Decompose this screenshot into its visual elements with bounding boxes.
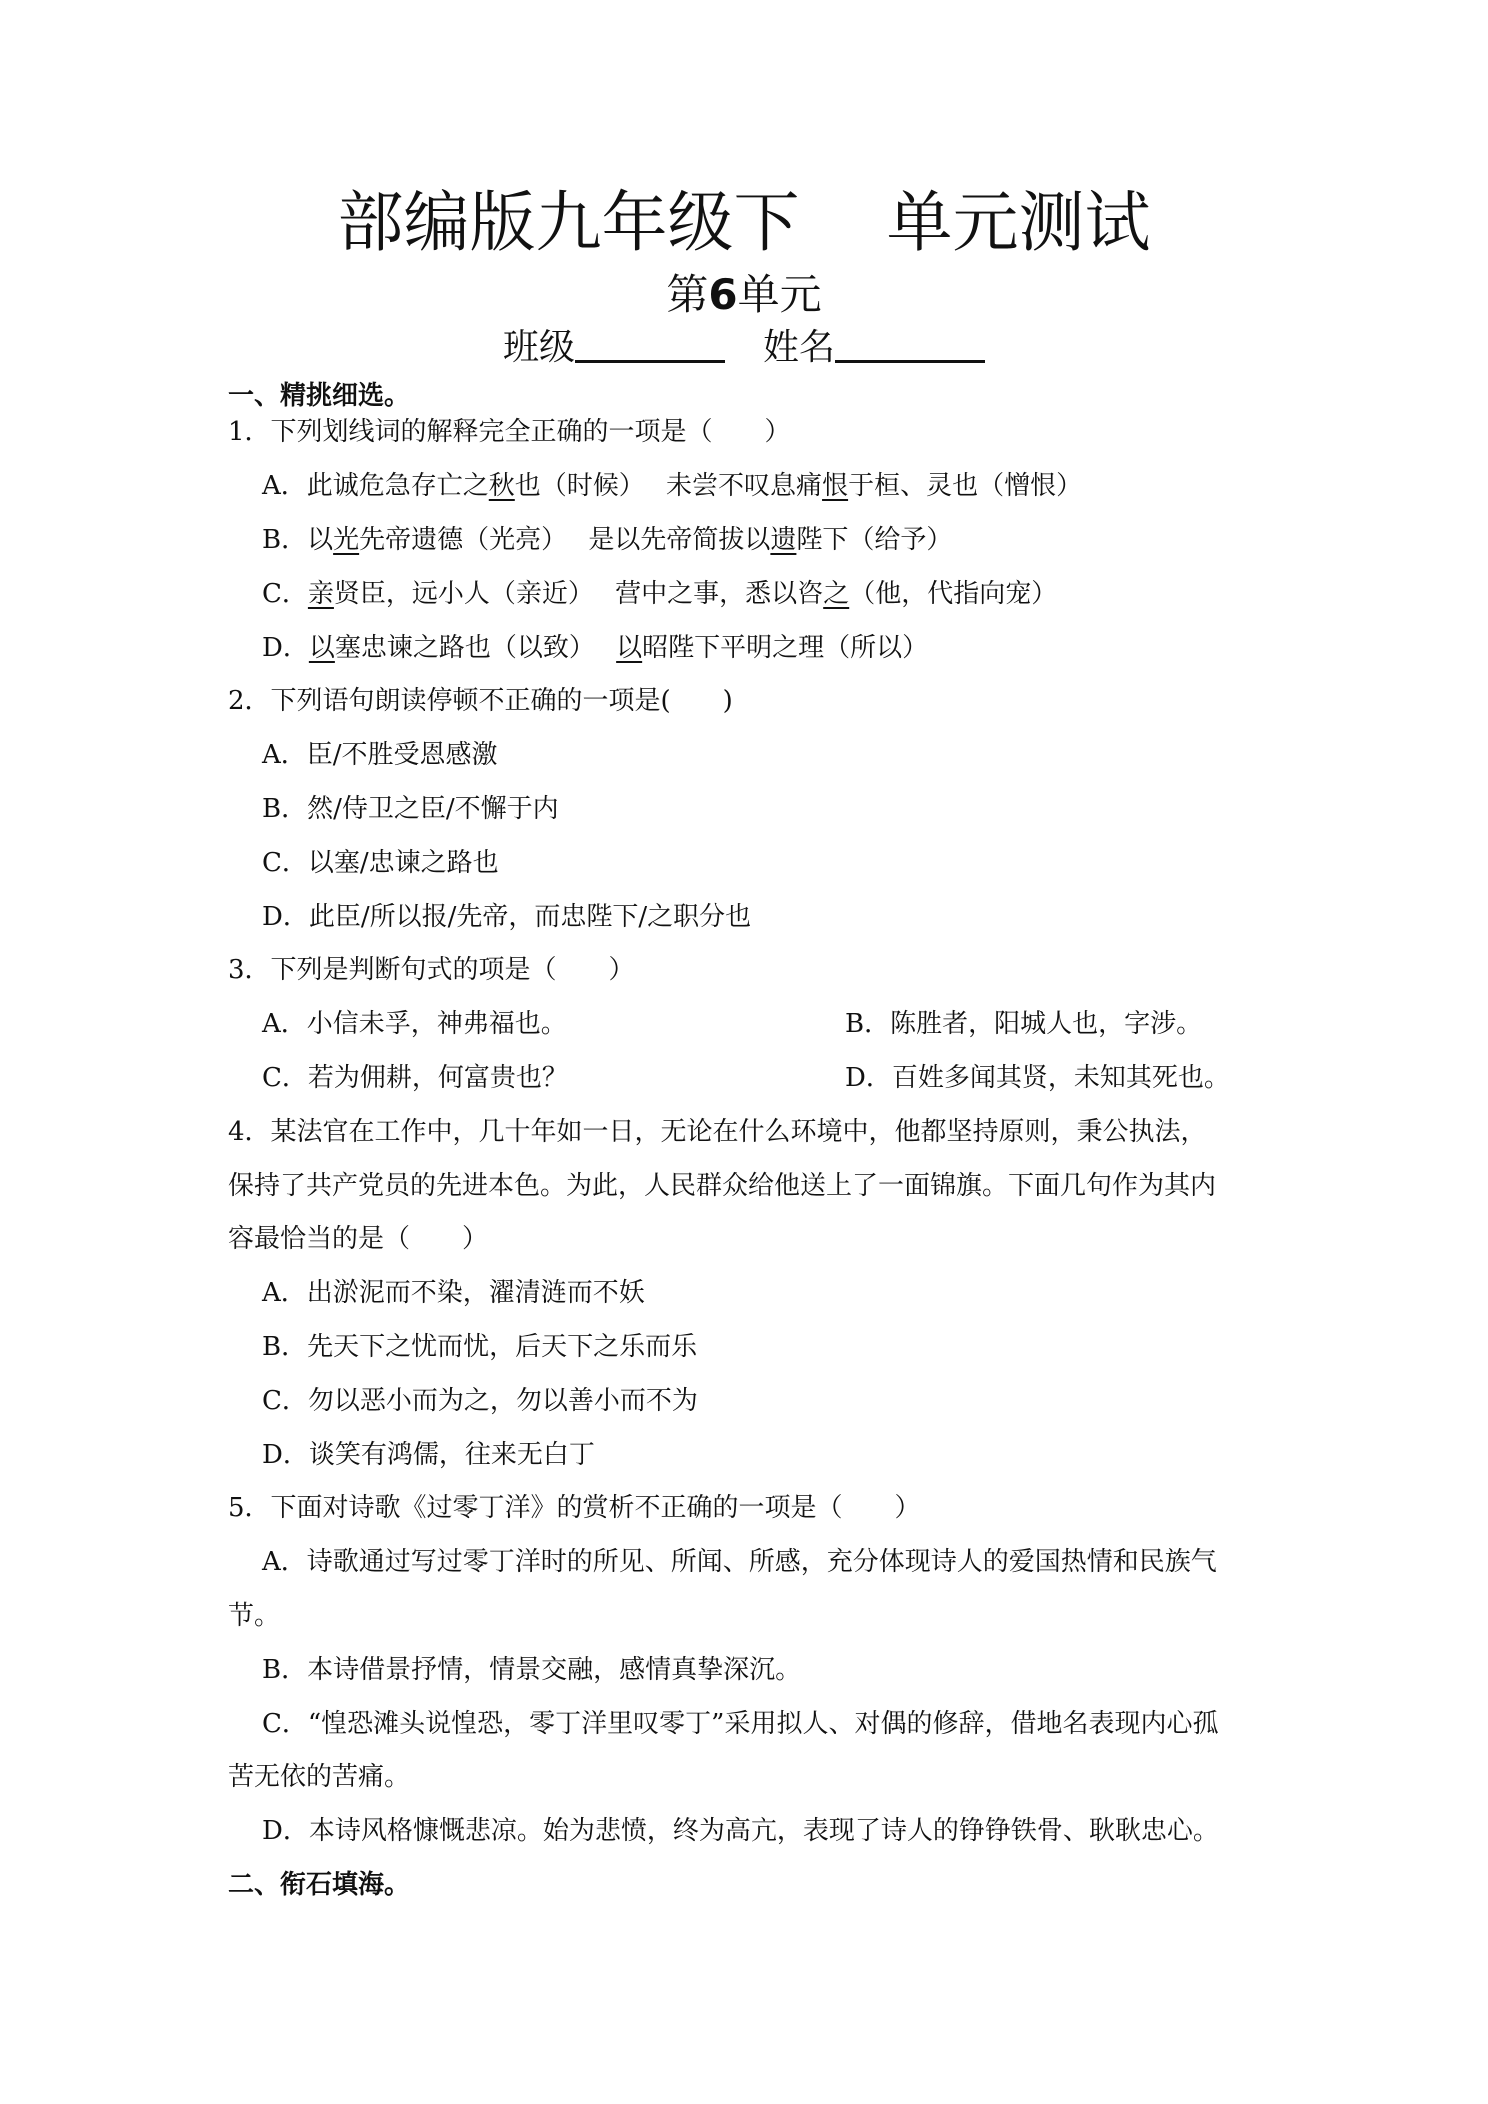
q5-option-a-line-2: 节。 (228, 1601, 281, 1631)
q3-option-b: B．陈胜者，阳城人也，字涉。 (845, 1009, 1203, 1039)
class-blank[interactable] (575, 324, 725, 363)
q4-option-a: A．出淤泥而不染，濯清涟而不妖 (262, 1278, 645, 1308)
unit-subtitle (0, 268, 1488, 322)
q5-option-d: D．本诗风格慷慨悲凉。始为悲愤，终为高亢，表现了诗人的铮铮铁骨、耿耿忠心。 (262, 1816, 1219, 1846)
q1-stem: 1．下列划线词的解释完全正确的一项是（ ） (228, 417, 791, 447)
underlined-word: 秋 (488, 471, 515, 501)
section-heading-2: 二、衔石填海。 (228, 1870, 411, 1900)
q3-option-a: A．小信未孚，神弗福也。 (262, 1009, 567, 1039)
q1-option-b: B．以光先帝遗德（光亮） 是以先帝简拔以遗陛下（给予） (262, 525, 953, 555)
q4-option-d: D．谈笑有鸿儒，往来无白丁 (262, 1440, 595, 1470)
underlined-word: 以 (308, 633, 335, 663)
q4-option-c: C．勿以恶小而为之，勿以善小而不为 (262, 1386, 698, 1416)
underlined-word: 恨 (822, 471, 849, 501)
q5-stem: 5．下面对诗歌《过零丁洋》的赏析不正确的一项是（ ） (228, 1493, 921, 1523)
section-heading-1: 一、精挑细选。 (228, 381, 411, 411)
student-info-line (0, 324, 1488, 372)
unit-number: 6 (708, 270, 738, 319)
name-blank[interactable] (835, 324, 985, 363)
q4-option-b: B．先天下之忧而忧，后天下之乐而乐 (262, 1332, 698, 1362)
q1-option-a: A．此诚危急存亡之秋也（时候） 未尝不叹息痛恨于桓、灵也（憎恨） (262, 471, 1083, 501)
name-label: 姓名 (763, 327, 836, 368)
q2-option-d: D．此臣/所以报/先帝，而忠陛下/之职分也 (262, 902, 752, 932)
q2-option-b: B．然/侍卫之臣/不懈于内 (262, 794, 559, 824)
unit-prefix: 第 (666, 270, 709, 319)
q4-stem-line-3: 容最恰当的是（ ） (228, 1224, 489, 1254)
underlined-word: 光 (333, 525, 360, 555)
q2-option-a: A．臣/不胜受恩感激 (262, 740, 498, 770)
q5-option-c-line-2: 苦无依的苦痛。 (228, 1762, 411, 1792)
q5-option-b: B．本诗借景抒情，情景交融，感情真挚深沉。 (262, 1655, 802, 1685)
underlined-word: 以 (616, 633, 643, 663)
q4-stem-line-2: 保持了共产党员的先进本色。为此，人民群众给他送上了一面锦旗。下面几句作为其内 (228, 1171, 1217, 1201)
q1-option-c: C．亲贤臣，远小人（亲近） 营中之事，悉以咨之（他，代指向宠） (262, 579, 1058, 609)
underlined-word: 遗 (770, 525, 797, 555)
q2-option-c: C．以塞/忠谏之路也 (262, 848, 499, 878)
q3-option-d: D．百姓多闻其贤，未知其死也。 (845, 1063, 1230, 1093)
underlined-word: 之 (823, 579, 850, 609)
page-title: 部编版九年级下 单元测试 (337, 184, 1151, 261)
q4-stem-line-1: 4．某法官在工作中，几十年如一日，无论在什么环境中，他都坚持原则，秉公执法， (228, 1117, 1207, 1147)
q5-option-a-line-1: A．诗歌通过写过零丁洋时的所见、所闻、所感，充分体现诗人的爱国热情和民族气 (262, 1547, 1217, 1577)
unit-suffix: 单元 (737, 270, 822, 319)
underlined-word: 亲 (307, 579, 334, 609)
q5-option-c-line-1: C．“惶恐滩头说惶恐，零丁洋里叹零丁”采用拟人、对偶的修辞，借地名表现内心孤 (262, 1709, 1219, 1739)
class-label: 班级 (502, 327, 575, 368)
q3-stem: 3．下列是判断句式的项是（ ） (228, 955, 635, 985)
q1-option-d: D．以塞忠谏之路也（以致） 以昭陛下平明之理（所以） (262, 633, 929, 663)
q2-stem: 2．下列语句朗读停顿不正确的一项是( ) (228, 686, 733, 716)
q3-option-c: C．若为佣耕，何富贵也？ (262, 1063, 568, 1093)
